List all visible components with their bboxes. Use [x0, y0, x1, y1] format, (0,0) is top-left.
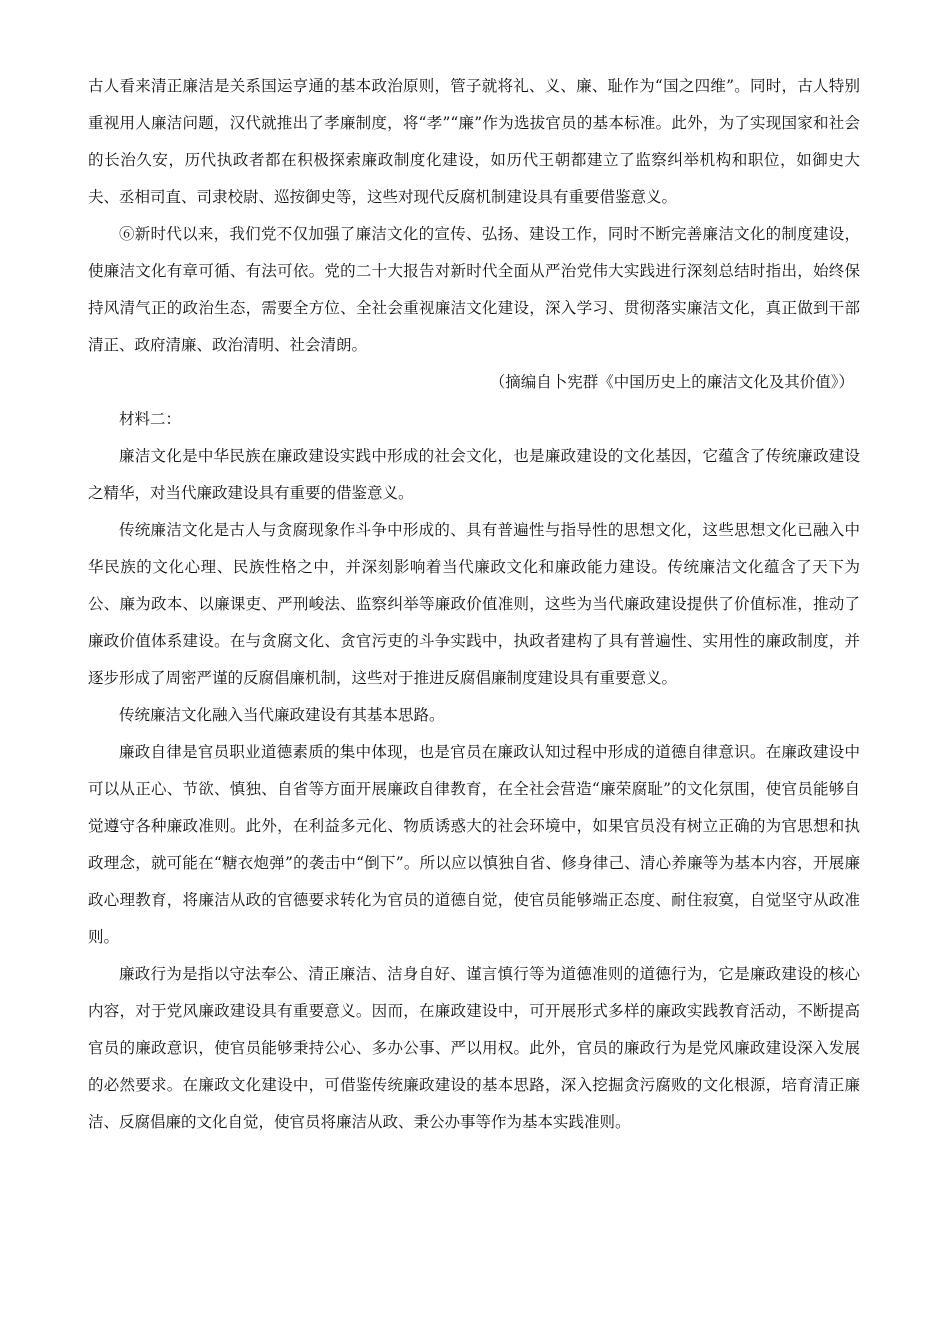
- paragraph-2: ⑥新时代以来，我们党不仅加强了廉洁文化的宣传、弘扬、建设工作，同时不断完善廉洁文化的制度建设，使廉洁文化有章可循、有法可依。党的二十大报告对新时代全面从严治党伟大实践进行深刻总结时指出，始终保持风清气正的政治生态，需要全方位、全社会重视廉洁文化建设，深入学习、贯彻落实廉洁文化，真正做到干部清正、政府清廉、政治清明、社会清朗。: [88, 225, 860, 354]
- paragraph-4: 传统廉洁文化是古人与贪腐现象作斗争中形成的、具有普遍性与指导性的思想文化，这些思想文化已融入中华民族的文化心理、民族性格之中，并深刻影响着当代廉政文化和廉政能力建设。传统廉洁文化蕴含了天下为公、廉为政本、以廉课吏、严刑峻法、监察纠举等廉政价值准则，这些为当代廉政建设提供了价值标准，推动了廉政价值体系建设。在与贪腐文化、贪官污吏的斗争实践中，执政者建构了具有普遍性、实用性的廉政制度，并逐步形成了周密严谨的反腐倡廉机制，这些对于推进反腐倡廉制度建设具有重要意义。: [88, 521, 860, 687]
- document-page: [88, 68, 860, 1141]
- paragraph-6: 廉政自律是官员职业道德素质的集中体现，也是官员在廉政认知过程中形成的道德自律意识。在廉政建设中可以从正心、节欲、慎独、自省等方面开展廉政自律教育，在全社会营造“廉荣腐耻”的文化氛围，使官员能够自觉遵守各种廉政准则。此外，在利益多元化、物质诱惑大的社会环境中，如果官员没有树立正确的为官思想和执政理念，就可能在“糖衣炮弹”的袭击中“倒下”。所以应以慎独自省、修身律己、清心养廉等为基本内容，开展廉政心理教育，将廉洁从政的官德要求转化为官员的道德自觉，使官员能够端正态度、耐住寂寞，自觉坚守从政准则。: [88, 743, 860, 946]
- paragraph-7: 廉政行为是指以守法奉公、清正廉洁、洁身自好、谨言慎行等为道德准则的道德行为，它是廉政建设的核心内容，对于党风廉政建设具有重要意义。因而，在廉政建设中，可开展形式多样的廉政实践教育活动，不断提高官员的廉政意识，使官员能够秉持公心、多办公事、严以用权。此外，官员的廉政行为是党风廉政建设深入发展的必然要求。在廉政文化建设中，可借鉴传统廉政建设的基本思路，深入挖掘贪污腐败的文化根源，培育清正廉洁、反腐倡廉的文化自觉，使官员将廉洁从政、秉公办事等作为基本实践准则。: [88, 965, 860, 1131]
- material-two-heading: 材料二：: [119, 410, 182, 428]
- paragraph-3: 廉洁文化是中华民族在廉政建设实践中形成的社会文化，也是廉政建设的文化基因，它蕴含了传统廉政建设之精华，对当代廉政建设具有重要的借鉴意义。: [88, 447, 860, 502]
- paragraph-1: 古人看来清正廉洁是关系国运亨通的基本政治原则，管子就将礼、义、廉、耻作为“国之四维”。同时，古人特别重视用人廉洁问题，汉代就推出了孝廉制度，将“孝”“廉”作为选拔官员的基本标准。此外，为了实现国家和社会的长治久安，历代执政者都在积极探索廉政制度化建设，如历代王朝都建立了监察纠举机构和职位，如御史大夫、丞相司直、司隶校尉、巡按御史等，这些对现代反腐机制建设具有重要借鉴意义。: [88, 77, 860, 206]
- source-citation: （摘编自卜宪群《中国历史上的廉洁文化及其价值》）: [489, 373, 854, 391]
- paragraph-5: 传统廉洁文化融入当代廉政建设有其基本思路。: [119, 706, 445, 724]
